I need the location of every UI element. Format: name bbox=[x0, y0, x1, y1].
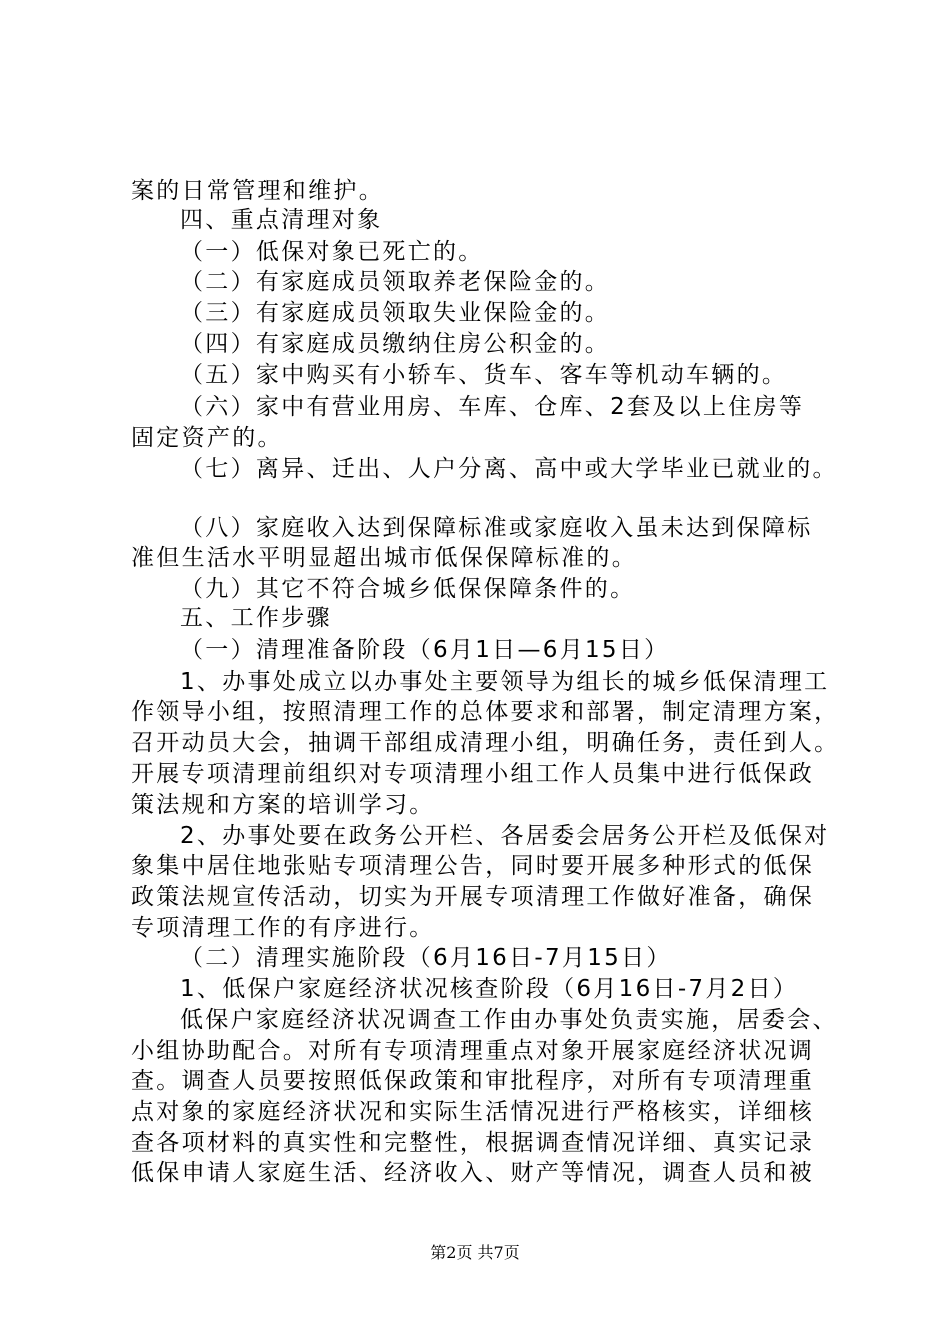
text-line: （三）有家庭成员领取失业保险金的。 bbox=[180, 300, 611, 326]
text-line: 固定资产的。 bbox=[131, 425, 283, 451]
text-line: （一）低保对象已死亡的。 bbox=[180, 239, 484, 265]
text-line: 开展专项清理前组织对专项清理小组工作人员集中进行低保政 bbox=[131, 761, 815, 787]
text-line: 查各项材料的真实性和完整性，根据调查情况详细、真实记录 bbox=[131, 1130, 815, 1156]
text-line: （五）家中购买有小轿车、货车、客车等机动车辆的。 bbox=[180, 362, 788, 388]
text-line: 召开动员大会，抽调干部组成清理小组，明确任务，责任到人。 bbox=[131, 730, 840, 756]
text-line: 象集中居住地张贴专项清理公告，同时要开展多种形式的低保 bbox=[131, 853, 815, 879]
text-line: 准但生活水平明显超出城市低保保障标准的。 bbox=[131, 545, 637, 571]
text-line: 查。调查人员要按照低保政策和审批程序，对所有专项清理重 bbox=[131, 1068, 815, 1094]
text-line: 点对象的家庭经济状况和实际生活情况进行严格核实，详细核 bbox=[131, 1099, 815, 1125]
text-line: 低保申请人家庭生活、经济收入、财产等情况，调查人员和被 bbox=[131, 1160, 815, 1186]
section-heading: 四、重点清理对象 bbox=[180, 207, 383, 233]
text-line: 策法规和方案的培训学习。 bbox=[131, 792, 435, 818]
text-line: 小组协助配合。对所有专项清理重点对象开展家庭经济状况调 bbox=[131, 1038, 815, 1064]
text-line: （七）离异、迁出、人户分离、高中或大学毕业已就业的。 bbox=[180, 456, 838, 482]
section-heading: 五、工作步骤 bbox=[180, 605, 332, 631]
text-line: 2、办事处要在政务公开栏、各居委会居务公开栏及低保对 bbox=[180, 823, 830, 849]
text-line: 作领导小组，按照清理工作的总体要求和部署，制定清理方案， bbox=[131, 699, 840, 725]
text-line: （二）清理实施阶段（6月16日-7月15日） bbox=[180, 945, 672, 971]
text-line: （二）有家庭成员领取养老保险金的。 bbox=[180, 269, 611, 295]
text-line: 专项清理工作的有序进行。 bbox=[131, 915, 435, 941]
text-line: （八）家庭收入达到保障标准或家庭收入虽未达到保障标 bbox=[180, 515, 813, 541]
text-line: 低保户家庭经济状况调查工作由办事处负责实施，居委会、 bbox=[180, 1007, 838, 1033]
text-line: 1、低保户家庭经济状况核查阶段（6月16日-7月2日） bbox=[180, 976, 799, 1002]
text-line: （一）清理准备阶段（6月1日—6月15日） bbox=[180, 637, 670, 663]
text-line: （九）其它不符合城乡低保保障条件的。 bbox=[180, 576, 636, 602]
text-line: （四）有家庭成员缴纳住房公积金的。 bbox=[180, 331, 611, 357]
text-line: 1、办事处成立以办事处主要领导为组长的城乡低保清理工 bbox=[180, 669, 830, 695]
text-line: 政策法规宣传活动，切实为开展专项清理工作做好准备，确保 bbox=[131, 884, 815, 910]
page-number-footer: 第2页 共7页 bbox=[430, 1243, 520, 1262]
text-line: 案的日常管理和维护。 bbox=[131, 178, 384, 204]
text-line: （六）家中有营业用房、车库、仓库、2套及以上住房等 bbox=[180, 394, 805, 420]
